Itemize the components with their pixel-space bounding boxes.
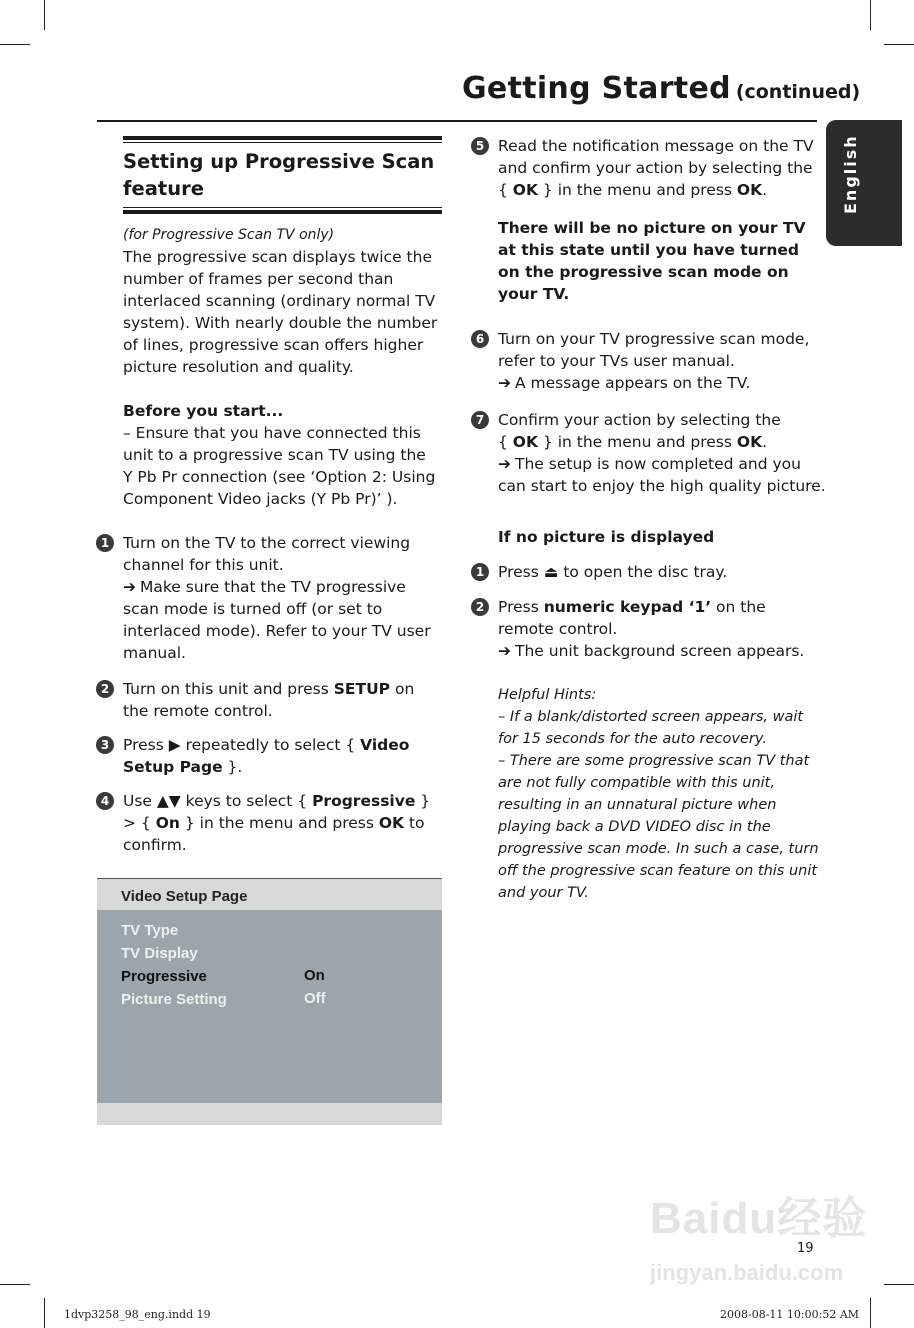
step-6: 6 Turn on your TV progressive scan mode, refer to your TVs user manual. ➔ A message appears on the TV.	[498, 328, 820, 394]
menu-title: Video Setup Page	[121, 888, 248, 905]
page-number: 19	[797, 1241, 814, 1256]
step-number: 3	[96, 736, 114, 754]
crop-mark	[884, 44, 914, 45]
section-rule-top	[123, 136, 442, 140]
footer-timestamp: 2008-08-11 10:00:52 AM	[720, 1308, 860, 1321]
menu-item-tv-display[interactable]: TV Display	[121, 945, 198, 962]
section-rule-bottom-thin	[123, 207, 442, 208]
right-column	[475, 135, 826, 904]
menu-footer	[97, 1103, 442, 1125]
menu-header	[97, 878, 442, 911]
crop-mark	[0, 1284, 30, 1285]
crop-mark	[0, 44, 30, 45]
step-number: 2	[96, 680, 114, 698]
header-rule	[97, 120, 817, 122]
menu-option-on[interactable]: On	[304, 967, 325, 984]
menu-item-progressive[interactable]: Progressive	[121, 968, 207, 985]
step-number: 7	[471, 411, 489, 429]
arrow-icon: ➔	[498, 642, 511, 660]
crop-mark	[884, 1284, 914, 1285]
no-picture-step-1: 1 Press ⏏ to open the disc tray.	[498, 561, 820, 583]
crop-mark	[44, 1298, 45, 1328]
no-picture-step-2: 2 Press numeric keypad ‘1’ on the remote control. ➔ The unit background screen appears.	[498, 596, 820, 662]
menu-item-tv-type[interactable]: TV Type	[121, 922, 179, 939]
language-tab	[826, 120, 902, 246]
step-number: 1	[96, 534, 114, 552]
tv-note: (for Progressive Scan TV only)	[123, 227, 335, 243]
arrow-icon: ➔	[498, 374, 511, 392]
arrow-icon: ➔	[498, 455, 511, 473]
step-number: 1	[471, 563, 489, 581]
step-number: 4	[96, 792, 114, 810]
watermark-url: jingyan.baidu.com	[650, 1260, 844, 1285]
step-number: 5	[471, 137, 489, 155]
section-title: Setting up Progressive Scan feature	[123, 150, 435, 200]
menu-option-off[interactable]: Off	[304, 990, 326, 1007]
eject-icon: ⏏	[543, 563, 559, 581]
section-rule-top-thin	[123, 142, 442, 143]
watermark-logo: Baidu经验	[650, 1194, 868, 1243]
intro-text: The progressive scan displays twice the number of frames per second than interlaced scanning (ordinary normal TV system). With nearly double the number of lines, progressive scan offers higher picture resolution and quality.	[123, 248, 438, 376]
crop-mark	[870, 1298, 871, 1328]
step-7: 7 Confirm your action by selecting the { OK } in the menu and press OK. ➔ The setup is now completed and you can start to enjoy the high quality picture.	[498, 409, 820, 497]
before-you-start-heading: Before you start...	[123, 402, 284, 420]
before-you-start-text: – Ensure that you have connected this unit to a progressive scan TV using the Y Pb Pr connection (see ‘Option 2: Using Component Video jacks (Y Pb Pr)’ ).	[123, 424, 436, 508]
up-down-icon: ▲▼	[156, 792, 181, 810]
helpful-hints: Helpful Hints: – If a blank/distorted screen appears, wait for 15 seconds for the auto recovery. – There are some progressive scan TV that are not fully compatible with this unit, resulting in an unnatural picture when playing back a DVD VIDEO disc in the progressive scan mode. In such a case, turn off the progressive scan feature on this unit and your TV.	[498, 687, 819, 901]
language-label: English	[841, 134, 860, 214]
step-number: 6	[471, 330, 489, 348]
step-1: 1 Turn on the TV to the correct viewing channel for this unit. ➔ Make sure that the TV progressive scan mode is turned off (or set to interlaced mode). Refer to your TV user manual.	[123, 532, 443, 664]
crop-mark	[870, 0, 871, 30]
left-column	[100, 224, 443, 856]
crop-mark	[44, 0, 45, 30]
page-subtitle: (continued)	[735, 81, 861, 103]
step-3: 3 Press ▶ repeatedly to select { Video Setup Page }.	[123, 734, 443, 778]
play-icon: ▶	[168, 736, 181, 754]
step-4: 4 Use ▲▼ keys to select { Progressive } > { On } in the menu and press OK to confirm.	[123, 790, 443, 856]
no-picture-heading: If no picture is displayed	[498, 528, 715, 546]
step-number: 2	[471, 598, 489, 616]
video-setup-menu	[97, 878, 442, 1125]
arrow-icon: ➔	[123, 578, 136, 596]
page-title: Getting Started (continued)	[462, 71, 861, 106]
menu-body	[97, 910, 442, 1103]
step-2: 2 Turn on this unit and press SETUP on the remote control.	[123, 678, 443, 722]
section-rule-bottom	[123, 210, 442, 214]
step-5: 5 Read the notification message on the TV and confirm your action by selecting the { OK } in the menu and press OK.	[498, 135, 820, 201]
warning-text: There will be no picture on your TV at this state until you have turned on the progressive scan mode on your TV.	[498, 219, 806, 303]
footer-file: 1dvp3258_98_eng.indd 19	[64, 1308, 211, 1321]
menu-item-picture-setting[interactable]: Picture Setting	[121, 991, 227, 1008]
